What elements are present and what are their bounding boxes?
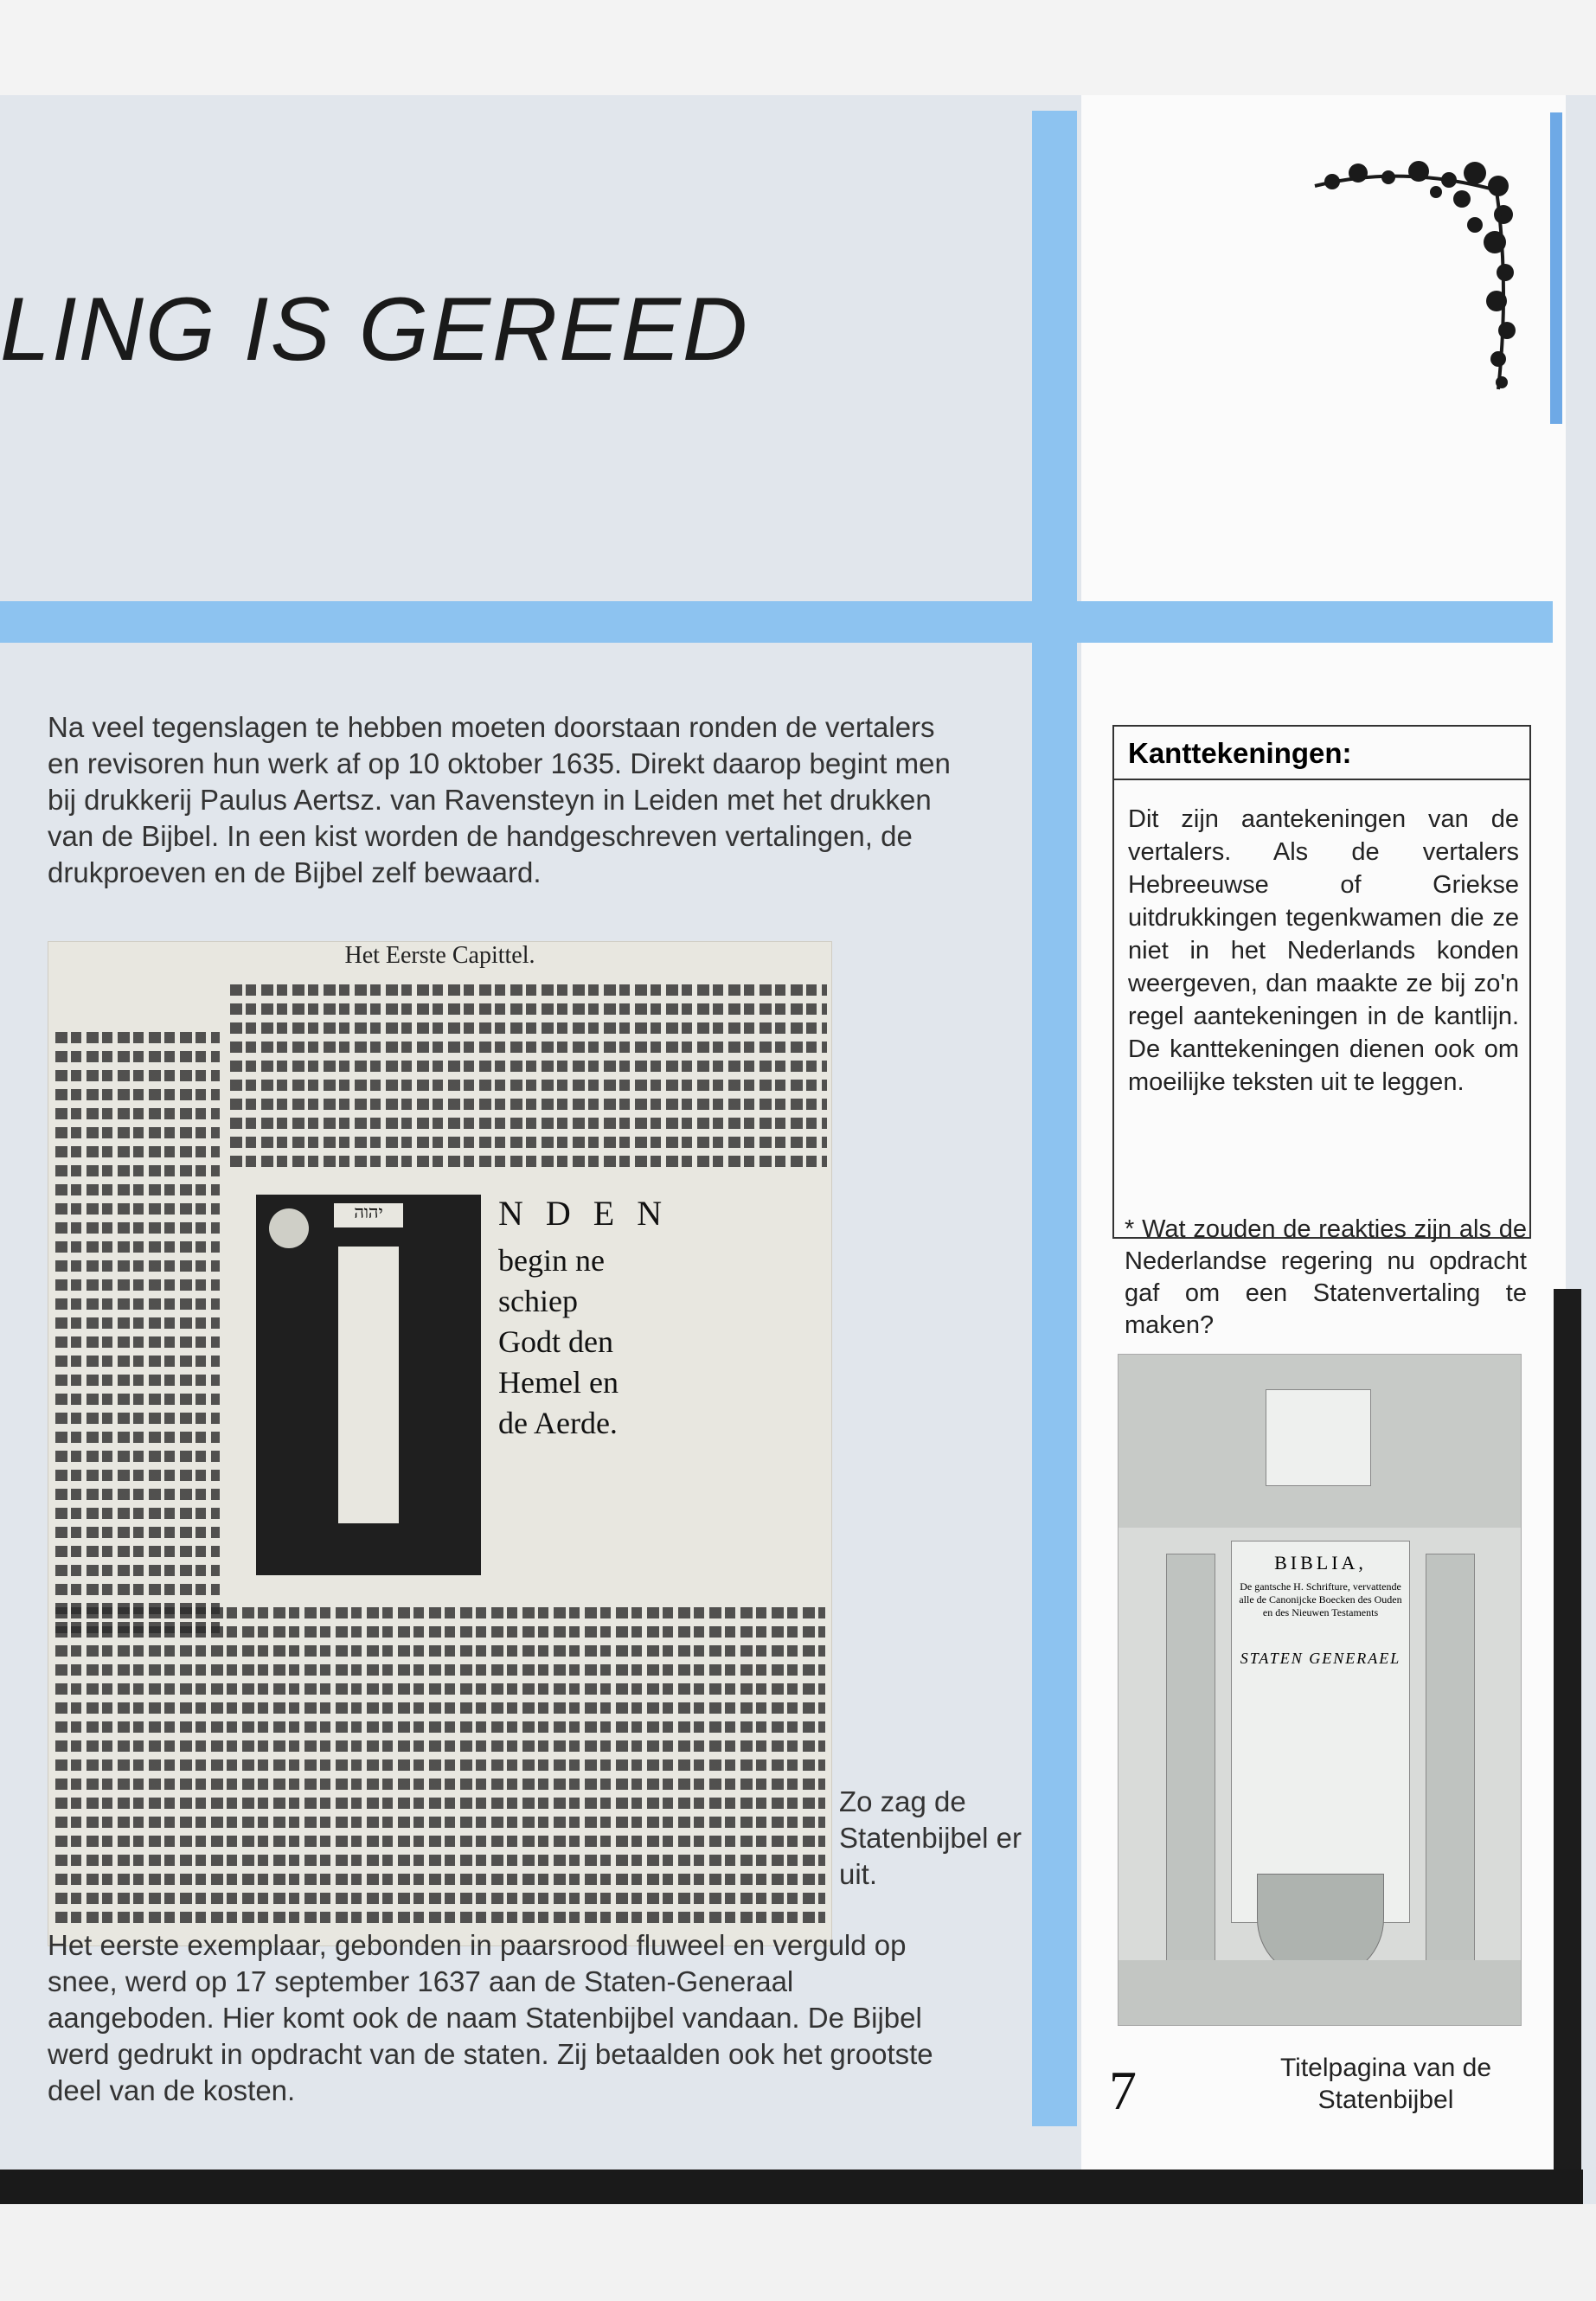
page-number: 7	[1109, 2060, 1137, 2121]
engraving-city-view	[1118, 1960, 1521, 2025]
engraving-title-panel	[1231, 1541, 1410, 1923]
bottom-margin	[0, 2204, 1596, 2301]
bottom-dark-bar	[0, 2170, 1583, 2204]
woodcut-letter-i	[338, 1247, 399, 1523]
engraving-right-pillar	[1426, 1554, 1475, 1988]
bible-text-block-bottom	[55, 1599, 825, 1931]
intro-paragraph: Na veel tegenslagen te hebben moeten doorstaan ronden de vertalers en revisoren hun werk af op 10 oktober 1635. Direkt daarop begint men bij drukkerij Paulus Aertsz. van Ravensteyn in Leiden met het drukken van de Bijbel. In een kist worden de handgeschreven vertalingen, de drukproeven en de Bijbel zelf bewaard.	[48, 711, 951, 888]
woodcut-tetragram-label: יהוה	[334, 1203, 403, 1227]
statenbijbel-page-image	[48, 941, 832, 1946]
blue-page-edge	[1550, 112, 1562, 424]
blue-vertical-band	[1032, 111, 1077, 2126]
discussion-question: * Wat zouden de reakties zijn als de Nederlandse regering nu opdracht gaf om een Statenvertaling te maken?	[1125, 1215, 1527, 1339]
sidebar-title: Kanttekeningen:	[1114, 727, 1529, 780]
bible-chapter-heading: Het Eerste Capittel.	[344, 942, 535, 969]
engraving-open-book	[1266, 1389, 1371, 1486]
bible-image-caption: Zo zag de Statenbijbel er uit.	[839, 1785, 1022, 1890]
title-page-engraving-image	[1118, 1354, 1522, 2026]
title-page-caption: Titelpagina van de Statenbijbel	[1279, 2054, 1492, 2114]
dark-page-edge	[1554, 1289, 1581, 2206]
floral-corner-ornament-icon	[1298, 147, 1531, 398]
sidebar-body: Dit zijn aantekeningen van de vertalers. Als de vertalers Hebreeuwse of Griekse uitdrukkingen tegenkwamen die ze niet in het Nederlands konden weergeven, dan maakte ze bij zo'n regel aantekeningen in de kantlijn. De kanttekeningen dienen ook om moeilijke teksten uit te leggen.	[1128, 805, 1519, 1096]
engraving-title: BIBLIA,	[1274, 1552, 1367, 1574]
engraving-left-pillar	[1166, 1554, 1215, 1988]
bible-opening-words: begin ne schiep Godt den Hemel en de Aerde.	[498, 1243, 619, 1440]
page-heading: LING IS GEREED	[0, 279, 749, 380]
closing-paragraph: Het eerste exemplaar, gebonden in paarsrood fluweel en verguld op snee, werd op 17 september 1637 aan de Staten-Generaal aangeboden. Hier komt ook de naam Statenbijbel vandaan. De Bijbel werd gedrukt in opdracht van de staten. Zij betaalden ook het grootste deel van de kosten.	[48, 1929, 933, 2106]
kanttekeningen-sidebar	[1112, 725, 1531, 1239]
woodcut-sun-icon	[269, 1208, 309, 1248]
bible-margin-notes	[55, 1024, 220, 1641]
blue-horizontal-band	[0, 601, 1553, 643]
bible-initial-words: N D E N	[498, 1194, 670, 1233]
bible-text-block-top	[230, 977, 827, 1175]
engraving-subtitle: De gantsche H. Schrifture, vervattende alle de Canonijcke Boecken des Ouden en des Nieuwen Testaments	[1239, 1580, 1402, 1618]
engraving-staten-generael: STATEN GENERAEL	[1240, 1650, 1401, 1667]
woodcut-initial-image	[256, 1195, 481, 1575]
